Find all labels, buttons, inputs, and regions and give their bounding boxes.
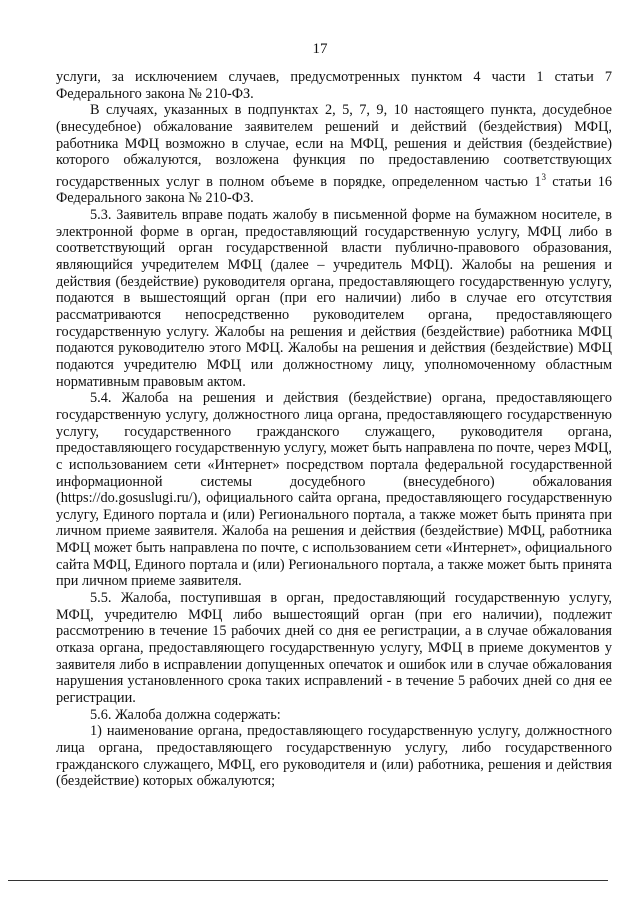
- paragraph-continuation: услуги, за исключением случаев, предусмотренных пунктом 4 части 1 статьи 7 Федерального закона № 210-ФЗ.: [56, 69, 612, 102]
- page-number: 17: [312, 41, 328, 57]
- paragraph-mfc-cases-text: В случаях, указанных в подпунктах 2, 5, 7, 9, 10 настоящего пункта, досудебное (внесудебное) обжалование заявителем решений и действий (бездействия) МФЦ, работника МФЦ возможно в случае, если на МФЦ, решения и действия (бездействие) которого обжалуются, возложена функция по предоставлению соответствующих государственных услуг в полном объеме в порядке, определенном частью 1: [56, 102, 612, 190]
- paragraph-mfc-cases-tail: статьи 16 Федерального закона № 210-ФЗ.: [56, 173, 612, 207]
- document-body: [56, 69, 612, 790]
- footnote-superscript: 3: [541, 171, 546, 182]
- paragraph-mfc-cases: [56, 102, 612, 207]
- bottom-rule: [8, 880, 608, 881]
- paragraph-5-6-item-1: 1) наименование органа, предоставляющего государственную услугу, должностного лица органа, предоставляющего государственную услугу, либо государственного гражданского служащего, МФЦ, его руководителя и (или) работника, решения и действия (бездействие) которых обжалуются;: [56, 723, 612, 790]
- paragraph-5-5: 5.5. Жалоба, поступившая в орган, предоставляющий государственную услугу, МФЦ, учредителю МФЦ либо вышестоящий орган (при его наличии), подлежит рассмотрению в течение 15 рабочих дней со дня ее регистрации, а в случае обжалования отказа органа, предоставляющего государственную услугу, МФЦ в приеме документов у заявителя либо в исправлении допущенных опечаток и ошибок или в случае обжалования нарушения установленного срока таких исправлений - в течение 5 рабочих дней со дня ее регистрации.: [56, 590, 612, 707]
- paragraph-5-6: 5.6. Жалоба должна содержать:: [90, 706, 281, 723]
- paragraph-5-3: 5.3. Заявитель вправе подать жалобу в письменной форме на бумажном носителе, в электронной форме в орган, предоставляющий государственную услугу, МФЦ либо в соответствующий орган государственной власти публично-правового образования, являющийся учредителем МФЦ (далее – учредитель МФЦ). Жалобы на решения и действия (бездействие) руководителя органа, предоставляющего государственную услугу, подаются в вышестоящий орган (при его наличии) либо в случае его отсутствия рассматриваются непосредственно руководителем органа, предоставляющего государственную услугу. Жалобы на решения и действия (бездействие) работника МФЦ подаются руководителю этого МФЦ. Жалобы на решения и действия (бездействие) МФЦ подаются учредителю МФЦ или должностному лицу, уполномоченному областным нормативным правовым актом.: [56, 207, 612, 390]
- paragraph-5-4: 5.4. Жалоба на решения и действия (бездействие) органа, предоставляющего государственную услугу, должностного лица органа, предоставляющего государственную услугу, государственного гражданского служащего, руководителя органа, предоставляющего государственную услугу, может быть направлена по почте, через МФЦ, с использованием сети «Интернет» посредством портала федеральной государственной информационной системы досудебного (внесудебного) обжалования (https://do.gosuslugi.ru/), официального сайта органа, предоставляющего государственную услугу, Единого портала и (или) Регионального портала, а также может быть принята при личном приеме заявителя. Жалоба на решения и действия (бездействие) МФЦ, работника МФЦ может быть направлена по почте, с использованием сети «Интернет», официального сайта МФЦ, Единого портала и (или) Регионального портала, а также может быть принята при личном приеме заявителя.: [56, 390, 612, 590]
